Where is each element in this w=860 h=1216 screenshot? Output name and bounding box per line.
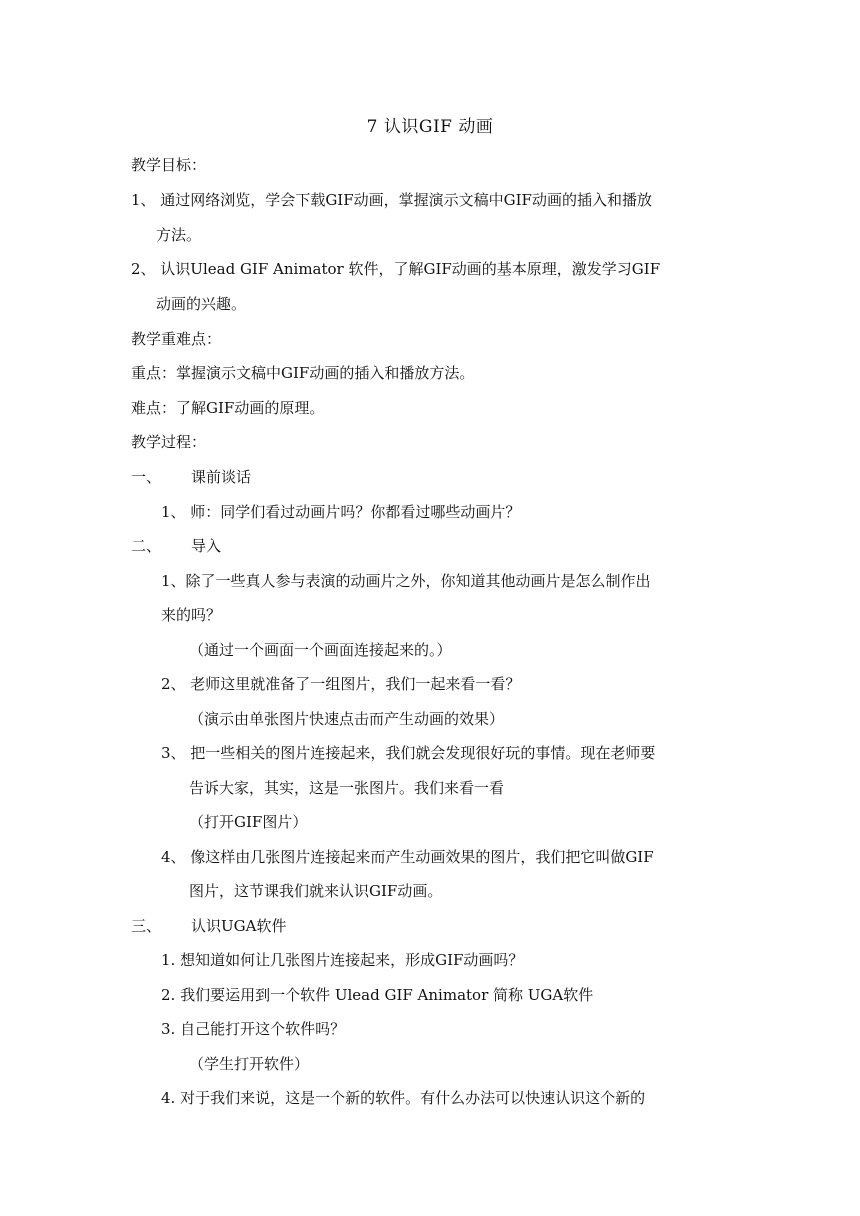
document-title: 7 认识GIF 动画	[366, 117, 494, 137]
section-two-heading	[131, 534, 221, 558]
section-two-item-1-note: （通过一个画面一个画面连接起来的。）	[189, 641, 452, 659]
goals-heading: 教学目标：	[131, 156, 207, 174]
goal-2-line-2: 动画的兴趣。	[156, 295, 247, 313]
section-number: 三、	[131, 917, 162, 935]
section-label: 认识UGA软件	[191, 917, 287, 935]
section-number: 一、	[131, 468, 162, 486]
section-number: 二、	[131, 537, 162, 555]
section-three-item-1: 1. 想知道如何让几张图片连接起来，形成GIF动画吗？	[161, 951, 524, 969]
section-two-item-3-line-1: 3、 把一些相关的图片连接起来，我们就会发现很好玩的事情。现在老师要	[161, 744, 656, 762]
difficult-point: 难点：了解GIF动画的原理。	[131, 399, 325, 417]
section-two-item-3-note: （打开GIF图片）	[189, 813, 308, 831]
section-three-item-3: 3. 自己能打开这个软件吗？	[161, 1020, 346, 1038]
section-two-item-2-note: （演示由单张图片快速点击而产生动画的效果）	[189, 710, 505, 728]
section-two-item-2: 2、 老师这里就准备了一组图片，我们一起来看一看？	[161, 675, 521, 693]
section-one-item-1: 1、 师：同学们看过动画片吗？你都看过哪些动画片？	[161, 503, 521, 521]
key-point: 重点：掌握演示文稿中GIF动画的插入和播放方法。	[131, 364, 475, 382]
section-one-heading	[131, 465, 251, 489]
section-three-heading	[131, 914, 286, 938]
section-two-item-4-line-2: 图片，这节课我们就来认识GIF动画。	[189, 882, 443, 900]
process-heading: 教学过程：	[131, 433, 207, 451]
section-two-item-4-line-1: 4、 像这样由几张图片连接起来而产生动画效果的图片，我们把它叫做GIF	[161, 848, 654, 866]
goal-1-line-2: 方法。	[156, 226, 202, 244]
section-two-item-1-line-1: 1、除了一些真人参与表演的动画片之外，你知道其他动画片是怎么制作出	[161, 572, 651, 590]
key-points-heading: 教学重难点：	[131, 330, 222, 348]
section-label: 课前谈话	[191, 468, 252, 486]
section-label: 导入	[191, 537, 222, 555]
section-two-item-3-line-2: 告诉大家，其实，这是一张图片。我们来看一看	[189, 779, 505, 797]
section-three-item-2: 2. 我们要运用到一个软件 Ulead GIF Animator 简称 UGA软件	[161, 986, 594, 1004]
goal-1-line-1: 1、 通过网络浏览，学会下载GIF动画，掌握演示文稿中GIF动画的插入和播放	[131, 191, 652, 209]
goal-2-line-1: 2、 认识Ulead GIF Animator 软件，了解GIF动画的基本原理，激发学习GIF	[131, 260, 661, 278]
section-three-item-4: 4. 对于我们来说，这是一个新的软件。有什么办法可以快速认识这个新的	[161, 1089, 646, 1107]
section-three-item-3-note: （学生打开软件）	[189, 1055, 310, 1073]
section-two-item-1-line-2: 来的吗？	[161, 606, 222, 624]
